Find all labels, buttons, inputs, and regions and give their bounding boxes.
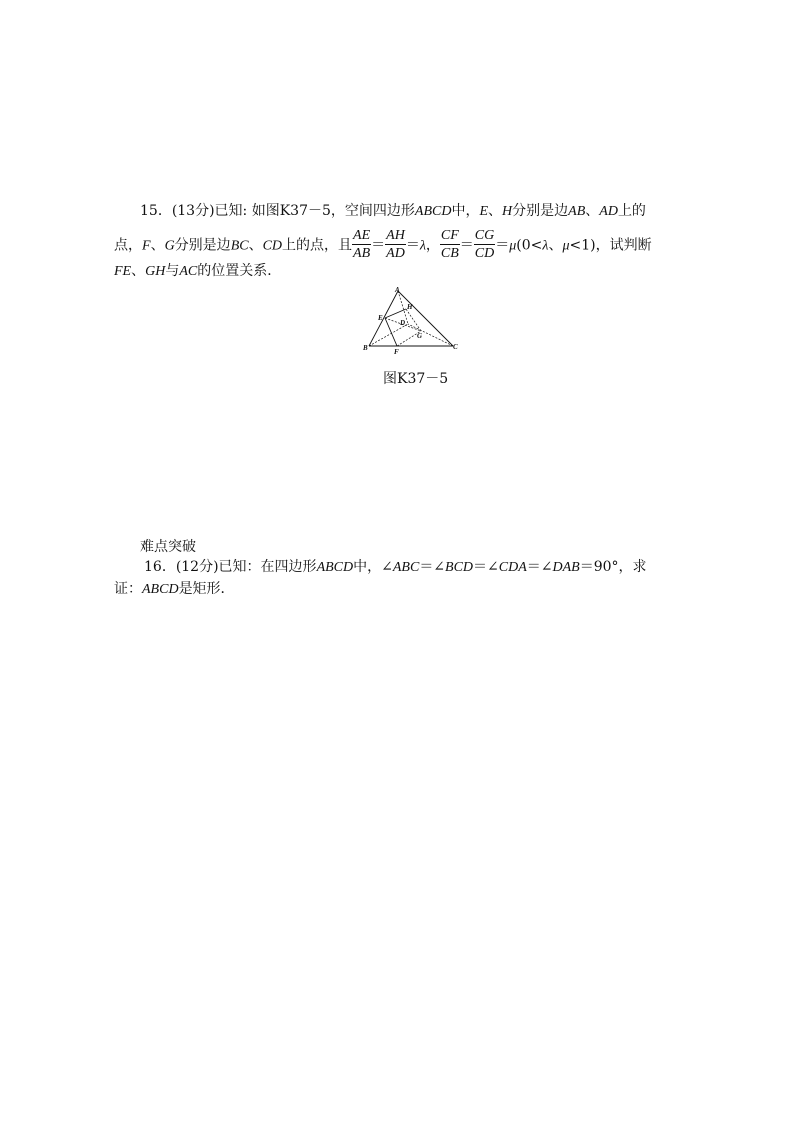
- q16-text: ＝∠: [526, 559, 553, 575]
- q15-text: (0<: [516, 237, 543, 254]
- q16-var: BCD: [445, 560, 474, 575]
- q15-text: 分别是边: [512, 203, 569, 219]
- q15-line-2: [114, 228, 652, 264]
- q15-var: H: [502, 204, 513, 219]
- label-h: H: [407, 303, 413, 311]
- q16-var: CDA: [498, 560, 527, 575]
- q16-var: ABC: [392, 560, 420, 575]
- q16-text: ＝∠: [419, 559, 446, 575]
- q15-text: 点，: [114, 237, 142, 254]
- q16-var: DAB: [552, 560, 580, 575]
- q15-text: 、: [150, 237, 165, 254]
- label-e: E: [378, 314, 383, 322]
- fraction-cf-cb: [440, 227, 460, 262]
- frac-denominator: AB: [353, 246, 371, 261]
- q16-text: 证：: [114, 581, 142, 597]
- q15-var: AB: [568, 204, 586, 219]
- q16-text: 是矩形．: [178, 581, 235, 597]
- q15-text: 与: [165, 263, 180, 279]
- equals-sign: ＝: [495, 237, 510, 254]
- label-c: C: [453, 343, 458, 351]
- fraction-ae-ab: [352, 227, 371, 262]
- q15-line-1: [140, 202, 646, 221]
- q15-text: ，: [425, 237, 440, 254]
- segment-ef: [385, 318, 397, 346]
- frac-numerator: CF: [440, 228, 459, 243]
- frac-numerator: AH: [386, 228, 405, 243]
- lambda-symbol: λ: [542, 238, 549, 254]
- equals-sign: ＝: [405, 237, 420, 254]
- section-heading: 难点突破: [140, 539, 196, 555]
- q16-line-2: [114, 580, 235, 599]
- q16-text: 16．(12分)已知：在四边形: [144, 559, 317, 575]
- frac-denominator: CD: [474, 246, 495, 261]
- q16-var: ABCD: [316, 560, 354, 575]
- fraction-ah-ad: [385, 227, 406, 262]
- q15-text: 、: [248, 237, 263, 254]
- q15-var: GH: [145, 264, 166, 279]
- q15-text: 上的点，且: [282, 237, 353, 254]
- q16-text: ＝90°，求: [579, 559, 647, 575]
- q15-text: 上的: [617, 203, 646, 219]
- q15-var: G: [164, 238, 175, 254]
- q16-line-1: [144, 558, 647, 577]
- q15-text: 中，: [451, 203, 480, 219]
- label-a: A: [395, 286, 400, 294]
- q15-text: 、: [131, 263, 146, 279]
- mu-symbol: μ: [509, 238, 517, 254]
- q15-var: BC: [230, 238, 249, 254]
- label-d: D: [400, 319, 406, 327]
- q15-text: 15．(13分)已知: 如图K37－5，空间四边形: [140, 203, 415, 219]
- q15-text: 、: [548, 237, 563, 254]
- q16-text: ＝∠: [473, 559, 499, 575]
- tetrahedron-figure: [360, 284, 464, 358]
- q15-var: AC: [179, 264, 198, 279]
- fraction-cg-cd: [474, 227, 495, 262]
- figure-caption: 图K37－5: [383, 371, 449, 387]
- label-f: F: [394, 348, 399, 356]
- frac-denominator: CB: [440, 246, 459, 261]
- q16-text: 中，∠: [353, 559, 393, 575]
- q16-var: ABCD: [142, 582, 179, 597]
- mu-symbol: μ: [562, 238, 570, 254]
- q15-text: 、: [585, 203, 600, 219]
- q15-var: ABCD: [414, 204, 452, 219]
- q15-var: CD: [262, 238, 283, 254]
- equals-sign: ＝: [371, 237, 386, 254]
- q15-var: AD: [599, 204, 618, 219]
- edge-cd: [408, 324, 453, 346]
- q15-text: 的位置关系．: [197, 263, 282, 279]
- q15-line-3: [114, 262, 281, 281]
- frac-denominator: AD: [386, 246, 405, 261]
- frac-numerator: CG: [474, 228, 495, 243]
- q15-var: FE: [114, 264, 132, 279]
- q15-text: 分别是边: [174, 237, 231, 254]
- q15-var: F: [142, 238, 151, 254]
- q15-var: E: [479, 204, 489, 219]
- label-b: B: [363, 344, 368, 352]
- q15-text: <1)，试判断: [569, 237, 652, 254]
- equals-sign: ＝: [459, 237, 474, 254]
- frac-numerator: AE: [353, 228, 371, 243]
- q15-text: 、: [488, 203, 503, 219]
- lambda-symbol: λ: [419, 238, 426, 254]
- label-g: G: [417, 332, 423, 340]
